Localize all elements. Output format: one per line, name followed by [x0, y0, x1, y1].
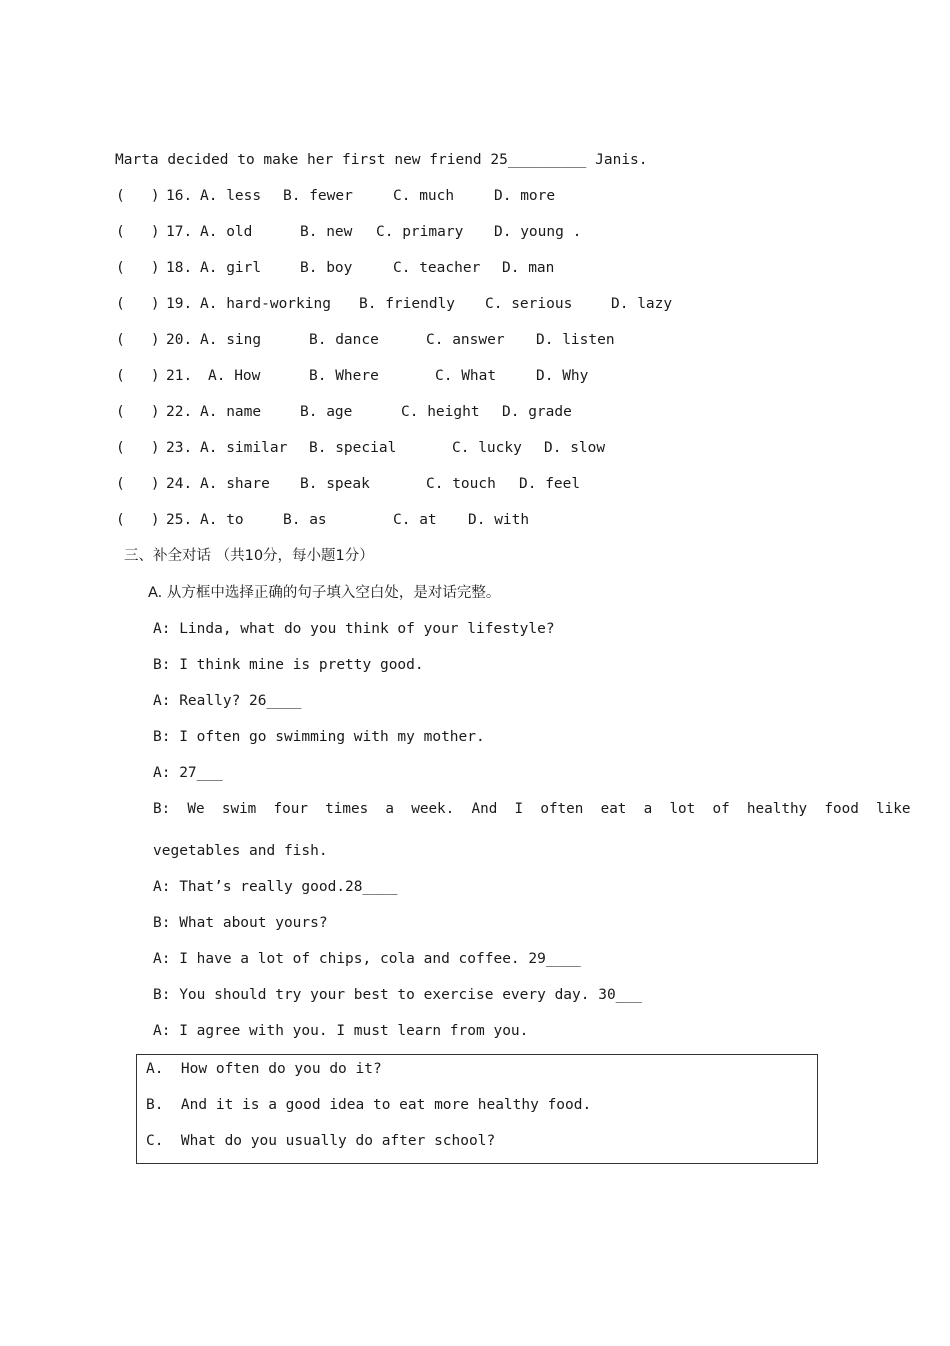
dialogue-line: A: 27___ — [153, 765, 223, 781]
option-d: D. Why — [536, 368, 589, 384]
option-b: B. Where — [309, 368, 379, 384]
answer-paren: ( ) — [116, 512, 160, 528]
dialogue-line: A: Really? 26____ — [153, 693, 302, 709]
question-number: 22. — [166, 404, 193, 420]
question-number: 24. — [166, 476, 193, 492]
option-c: C. much — [393, 188, 455, 204]
intro-line: Marta decided to make her first new friend 25_________ Janis. — [115, 152, 648, 168]
question-row — [116, 223, 582, 241]
question-row — [116, 295, 673, 313]
question-number: 21. — [166, 368, 193, 384]
question-row — [116, 367, 589, 385]
option-d: D. more — [494, 188, 556, 204]
box-option: B. And it is a good idea to eat more healthy food. — [146, 1097, 592, 1113]
option-c: C. serious — [485, 296, 573, 312]
dialogue-line: A: I agree with you. I must learn from you. — [153, 1023, 529, 1039]
answer-paren: ( ) — [116, 260, 160, 276]
option-b: B. boy — [300, 260, 353, 276]
dialogue-line: B: What about yours? — [153, 915, 328, 931]
options-box — [136, 1054, 818, 1164]
option-d: D. slow — [544, 440, 606, 456]
option-d: D. young . — [494, 224, 582, 240]
option-d: D. grade — [502, 404, 572, 420]
answer-paren: ( ) — [116, 368, 160, 384]
answer-paren: ( ) — [116, 188, 160, 204]
answer-paren: ( ) — [116, 404, 160, 420]
question-number: 20. — [166, 332, 193, 348]
option-b: B. friendly — [359, 296, 456, 312]
question-row — [116, 475, 581, 493]
option-b: B. special — [309, 440, 397, 456]
option-c: C. lucky — [452, 440, 522, 456]
option-c: C. at — [393, 512, 437, 528]
option-c: C. primary — [376, 224, 464, 240]
dialogue-line: A: Linda, what do you think of your lifestyle? — [153, 621, 555, 637]
dialogue-line: B: I think mine is pretty good. — [153, 657, 424, 673]
question-number: 16. — [166, 188, 193, 204]
instruction-text: A. 从方框中选择正确的句子填入空白处，是对话完整。 — [148, 585, 501, 601]
option-c: C. height — [401, 404, 480, 420]
dialogue-line: vegetables and fish. — [153, 843, 328, 859]
option-a: A. name — [200, 404, 262, 420]
option-a: A. similar — [200, 440, 288, 456]
question-number: 17. — [166, 224, 193, 240]
option-a: A. to — [200, 512, 244, 528]
option-c: C. answer — [426, 332, 505, 348]
dialogue-line: A: That’s really good.28____ — [153, 879, 398, 895]
option-a: A. How — [208, 368, 261, 384]
option-c: C. What — [435, 368, 497, 384]
option-d: D. with — [468, 512, 530, 528]
option-b: B. age — [300, 404, 353, 420]
question-row — [116, 403, 572, 421]
box-option: C. What do you usually do after school? — [146, 1133, 496, 1149]
option-a: A. hard-working — [200, 296, 331, 312]
option-c: C. teacher — [393, 260, 481, 276]
question-number: 19. — [166, 296, 193, 312]
question-row — [116, 511, 530, 529]
option-a: A. old — [200, 224, 253, 240]
option-c: C. touch — [426, 476, 496, 492]
box-option: A. How often do you do it? — [146, 1061, 382, 1077]
option-b: B. speak — [300, 476, 370, 492]
question-row — [116, 331, 615, 349]
option-d: D. man — [502, 260, 555, 276]
option-b: B. fewer — [283, 188, 353, 204]
question-number: 25. — [166, 512, 193, 528]
answer-paren: ( ) — [116, 476, 160, 492]
answer-paren: ( ) — [116, 296, 160, 312]
dialogue-line: B: I often go swimming with my mother. — [153, 729, 485, 745]
option-b: B. dance — [309, 332, 379, 348]
dialogue-line: B: We swim four times a week. And I often eat a lot of healthy food like — [153, 801, 911, 817]
answer-paren: ( ) — [116, 224, 160, 240]
option-d: D. lazy — [611, 296, 673, 312]
question-row — [116, 187, 556, 205]
question-row — [116, 439, 606, 457]
dialogue-line: A: I have a lot of chips, cola and coffee. 29____ — [153, 951, 581, 967]
option-b: B. new — [300, 224, 353, 240]
option-a: A. share — [200, 476, 270, 492]
question-number: 18. — [166, 260, 193, 276]
section-heading: 三、补全对话 （共10分，每小题1分） — [124, 548, 374, 564]
question-number: 23. — [166, 440, 193, 456]
answer-paren: ( ) — [116, 440, 160, 456]
option-a: A. girl — [200, 260, 262, 276]
option-d: D. feel — [519, 476, 581, 492]
question-row — [116, 259, 555, 277]
option-b: B. as — [283, 512, 327, 528]
option-a: A. sing — [200, 332, 262, 348]
answer-paren: ( ) — [116, 332, 160, 348]
option-d: D. listen — [536, 332, 615, 348]
dialogue-line: B: You should try your best to exercise every day. 30___ — [153, 987, 642, 1003]
option-a: A. less — [200, 188, 262, 204]
